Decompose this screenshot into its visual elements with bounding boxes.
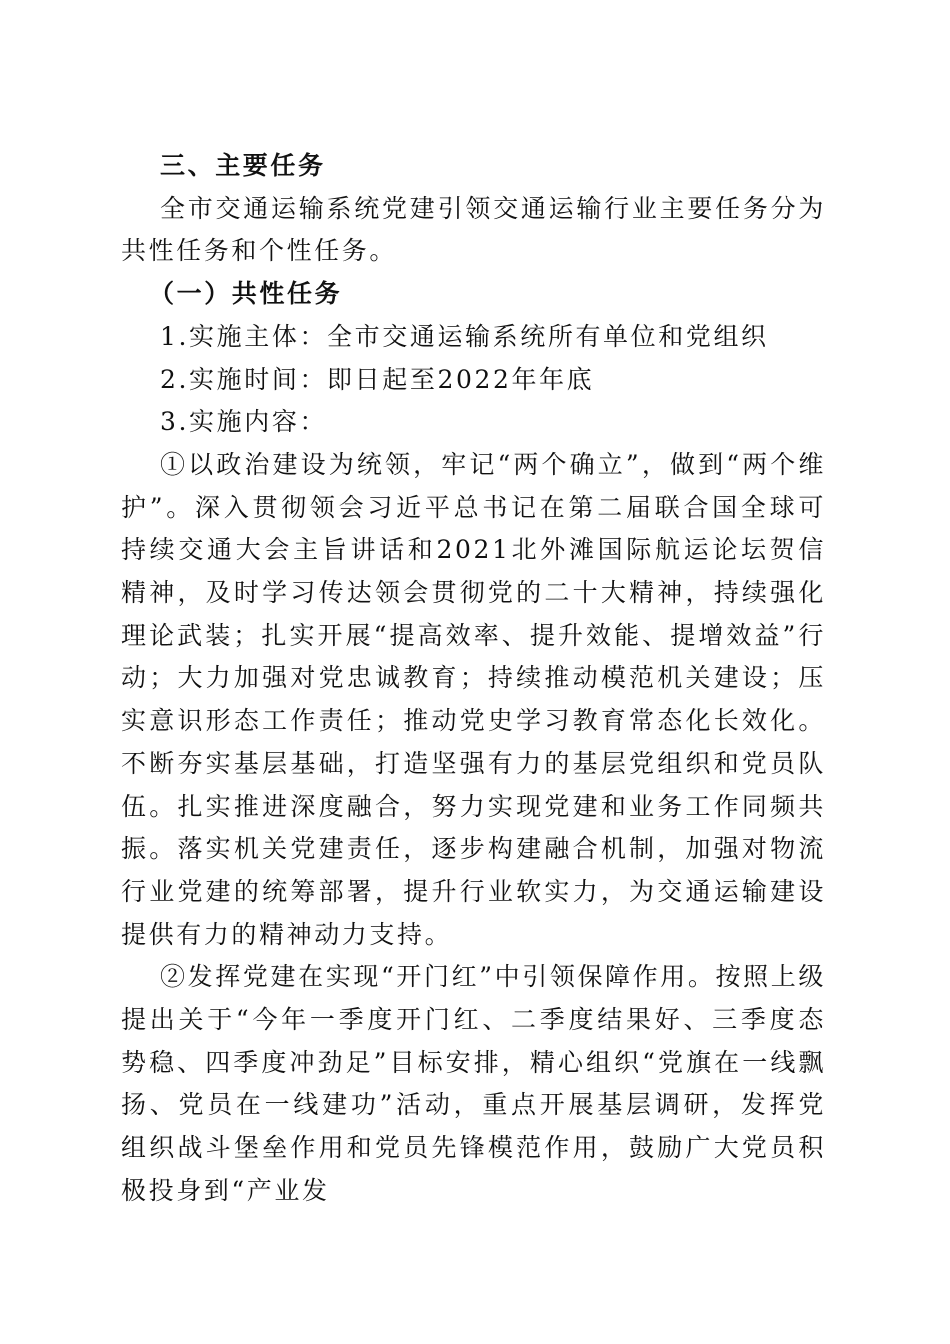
list-item-timeframe: 2.实施时间：即日起至2022年年底 [160, 364, 595, 394]
list-item-content-label: 3.实施内容： [160, 407, 328, 437]
content-paragraph-good-start: ②发挥党建在实现“开门红”中引领保障作用。按照上级提出关于“今年一季度开门红、二季度结果好、三季度态势稳、四季度冲劲足”目标安排，精心组织“党旗在一线飘扬、党员在一线建功”活动，重点开展基层调研，发挥党组织战斗堡垒作用和党员先锋模范作用，鼓励广大党员积极投身到“产业发 [121, 962, 826, 1205]
document-body [121, 145, 826, 1213]
content-paragraph-political-building: ①以政治建设为统领，牢记“两个确立”，做到“两个维护”。深入贯彻领会习近平总书记在第二届联合国全球可持续交通大会主旨讲话和2021北外滩国际航运论坛贺信精神，及时学习传达领会贯彻党的二十大精神，持续强化理论武装；扎实开展“提高效率、提升效能、提增效益”行动；大力加强对党忠诚教育；持续推动模范机关建设；压实意识形态工作责任；推动党史学习教育常态化长效化。不断夯实基层基础，打造坚强有力的基层党组织和党员队伍。扎实推进深度融合，努力实现党建和业务工作同频共振。落实机关党建责任，逐步构建融合机制，加强对物流行业党建的统筹部署，提升行业软实力，为交通运输建设提供有力的精神动力支持。 [121, 449, 826, 949]
intro-paragraph: 全市交通运输系统党建引领交通运输行业主要任务分为共性任务和个性任务。 [121, 193, 826, 266]
list-item-implementer: 1.实施主体：全市交通运输系统所有单位和党组织 [160, 321, 769, 351]
subsection-heading: （一）共性任务 [149, 279, 343, 309]
section-heading: 三、主要任务 [160, 151, 326, 180]
